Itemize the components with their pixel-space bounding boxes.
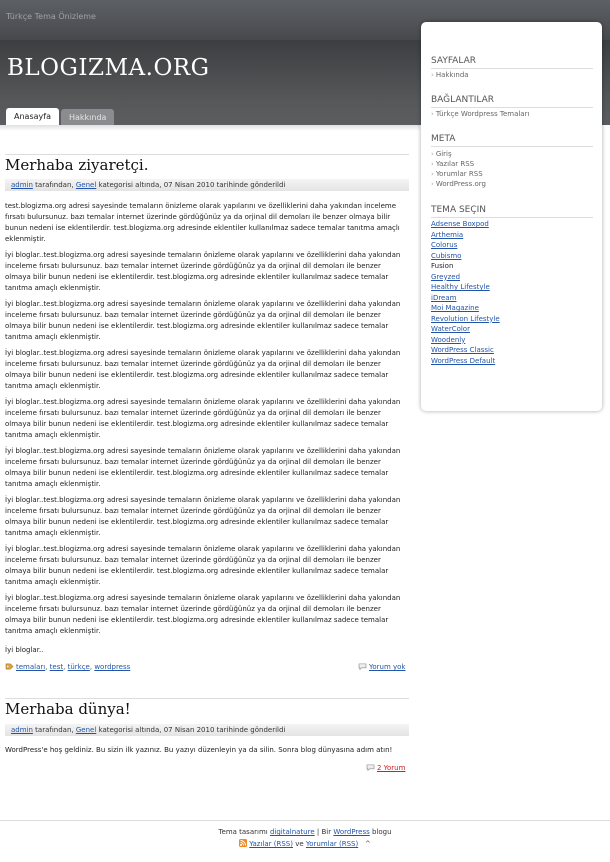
rss-posts-link[interactable]: Yazılar (RSS)	[249, 840, 293, 848]
post-paragraph: İyi bloglar..test.blogizma.org adresi sayesinde temaların önizleme olarak yapılarını ve özelliklerini daha yakından inceleme fırsatı bulursunuz. bazı temalar internet üzerinde gördüğünüz ya da orjinal dil demoları ile benzer olmaya bilir bunun nedeni ise eklentilerdir. test.blogizma.org adresinde eklentiler kullanılmaz sadece temalar tanıtma amaçlı eklenmiştir.	[5, 594, 401, 635]
post-meta: admin tarafından, Genel kategorisi altında, 07 Nisan 2010 tarihinde gönderildi	[5, 724, 409, 736]
wordpress-link[interactable]: WordPress	[333, 828, 370, 836]
post-paragraph: İyi bloglar..test.blogizma.org adresi sayesinde temaların önizleme olarak yapılarını ve özelliklerini daha yakından inceleme fırsatı bulursunuz. bazı temalar internet üzerinde gördüğünüz ya da orjinal dil demoları ile benzer olmaya bilir bunun nedeni ise eklentilerdir. test.blogizma.org adresinde eklentiler kullanılmaz sadece temalar tanıtma amaçlı eklenmiştir.	[5, 545, 401, 586]
arrow-icon: ›	[431, 71, 434, 79]
category-link[interactable]: Genel	[75, 726, 97, 734]
arrow-icon: ›	[431, 170, 434, 178]
rss-icon	[239, 839, 247, 847]
footer-credits: Tema tasarımı digitalnature | Bir WordPress blogu	[218, 828, 392, 836]
theme-link[interactable]: Greyzed	[431, 272, 461, 281]
tag-link[interactable]: wordpress	[94, 663, 131, 671]
post-title[interactable]: Merhaba dünya!	[5, 700, 131, 718]
author-link[interactable]: admin	[11, 181, 33, 189]
arrow-icon: ›	[431, 160, 434, 168]
header-strip	[0, 125, 420, 131]
post-paragraph: test.blogizma.org adresi sayesinde temaların önizleme olarak yapılarını ve özelliklerini daha yakından inceleme fırsatı bulursunuz. bazı temalar internet üzerinde gördüğünüz ya da orjinal dil demoları ile benzer olmaya bilir bunun nedeni ise eklentilerdir. test.blogizma.org adresinde eklentiler kullanılmaz sadece temalar tanıtma amaçlı eklenmiştir.	[5, 202, 400, 243]
post-paragraph: İyi bloglar..test.blogizma.org adresi sayesinde temaların önizleme olarak yapılarını ve özelliklerini daha yakından inceleme fırsatı bulursunuz. bazı temalar internet üzerinde gördüğünüz ya da orjinal dil demoları ile benzer olmaya bilir bunun nedeni ise eklentilerdir. test.blogizma.org adresinde eklentiler kullanılmaz sadece temalar tanıtma amaçlı eklenmiştir.	[5, 398, 401, 439]
theme-link[interactable]: Adsense Boxpod	[431, 220, 489, 228]
theme-link[interactable]: iDream	[431, 293, 457, 302]
comments-link[interactable]: 2 Yorum	[377, 764, 406, 772]
comments-link[interactable]: Yorum yok	[369, 663, 406, 671]
theme-link[interactable]: WordPress Classic	[431, 346, 494, 354]
divider	[5, 154, 409, 155]
post-comments	[358, 663, 405, 671]
post-paragraph: İyi bloglar..test.blogizma.org adresi sayesinde temaların önizleme olarak yapılarını ve özelliklerini daha yakından inceleme fırsatı bulursunuz. bazı temalar internet üzerinde gördüğünüz ya da orjinal dil demoları ile benzer olmaya bilir bunun nedeni ise eklentilerdir. test.blogizma.org adresinde eklentiler kullanılmaz sadece temalar tanıtma amaçlı eklenmiştir.	[5, 251, 401, 292]
post-paragraph: WordPress'e hoş geldiniz. Bu sizin ilk yazınız. Bu yazıyı düzenleyin ya da silin. Sonra blog dünyasına adım atın!	[5, 746, 393, 754]
meta-link-comments-rss[interactable]: › Yorumlar RSS	[431, 170, 483, 178]
tab-home[interactable]: Anasayfa	[6, 108, 59, 126]
post-paragraph: İyi bloglar..test.blogizma.org adresi sayesinde temaların önizleme olarak yapılarını ve özelliklerini daha yakından inceleme fırsatı bulursunuz. bazı temalar internet üzerinde gördüğünüz ya da orjinal dil demoları ile benzer olmaya bilir bunun nedeni ise eklentilerdir. test.blogizma.org adresinde eklentiler kullanılmaz sadece temalar tanıtma amaçlı eklenmiştir.	[5, 447, 401, 488]
post-paragraph: İyi bloglar..	[5, 646, 44, 654]
sidebar-page-link[interactable]: › Hakkında	[431, 71, 469, 79]
post-paragraph: İyi bloglar..test.blogizma.org adresi sayesinde temaların önizleme olarak yapılarını ve özelliklerini daha yakından inceleme fırsatı bulursunuz. bazı temalar internet üzerinde gördüğünüz ya da orjinal dil demoları ile benzer olmaya bilir bunun nedeni ise eklentilerdir. test.blogizma.org adresinde eklentiler kullanılmaz sadece temalar tanıtma amaçlı eklenmiştir.	[5, 349, 401, 390]
meta-link-login[interactable]: › Giriş	[431, 150, 452, 158]
designer-link[interactable]: digitalnature	[269, 828, 315, 836]
post-paragraph: İyi bloglar..test.blogizma.org adresi sayesinde temaların önizleme olarak yapılarını ve özelliklerini daha yakından inceleme fırsatı bulursunuz. bazı temalar internet üzerinde gördüğünüz ya da orjinal dil demoları ile benzer olmaya bilir bunun nedeni ise eklentilerdir. test.blogizma.org adresinde eklentiler kullanılmaz sadece temalar tanıtma amaçlı eklenmiştir.	[5, 300, 401, 341]
site-logo[interactable]: BLOGIZMA.ORG	[7, 55, 210, 81]
theme-current: Fusion	[431, 262, 454, 270]
site-tagline: Türkçe Tema Önizleme	[6, 12, 96, 21]
sidebar-themes-title: TEMA SEÇIN	[431, 205, 593, 218]
tag-link[interactable]: temaları	[16, 663, 46, 671]
theme-link[interactable]: Healthy Lifestyle	[431, 283, 490, 291]
post-comments	[366, 764, 405, 772]
theme-link[interactable]: Cubismo	[431, 251, 462, 260]
sidebar-link[interactable]: › Türkçe Wordpress Temaları	[431, 110, 530, 118]
tag-link[interactable]: türkçe	[67, 663, 90, 671]
rss-comments-link[interactable]: Yorumlar (RSS)	[305, 840, 359, 848]
comment-icon	[358, 663, 367, 670]
nav-tabs	[6, 107, 116, 125]
tag-icon	[5, 663, 14, 670]
theme-link[interactable]: WaterColor	[431, 325, 470, 333]
theme-link[interactable]: Revolution Lifestyle	[431, 314, 500, 323]
arrow-icon: ›	[431, 180, 434, 188]
theme-link[interactable]: Arthemia	[431, 230, 464, 239]
meta-link-wordpress[interactable]: › WordPress.org	[431, 180, 486, 188]
post-tags: temaları, test, türkçe, wordpress	[5, 663, 130, 671]
arrow-icon: ›	[431, 110, 434, 118]
tab-about[interactable]: Hakkında	[61, 109, 114, 126]
theme-link[interactable]: Colorus	[431, 241, 458, 249]
sidebar	[421, 22, 602, 411]
sidebar-meta-title: META	[431, 134, 593, 147]
divider	[5, 698, 409, 699]
sidebar-links-title: BAĞLANTILAR	[431, 95, 593, 108]
theme-link[interactable]: WordPress Default	[431, 356, 496, 365]
meta-link-posts-rss[interactable]: › Yazılar RSS	[431, 160, 475, 168]
post-paragraph: İyi bloglar..test.blogizma.org adresi sayesinde temaların önizleme olarak yapılarını ve özelliklerini daha yakından inceleme fırsatı bulursunuz. bazı temalar internet üzerinde gördüğünüz ya da orjinal dil demoları ile benzer olmaya bilir bunun nedeni ise eklentilerdir. test.blogizma.org adresinde eklentiler kullanılmaz sadece temalar tanıtma amaçlı eklenmiştir.	[5, 496, 401, 537]
footer	[0, 820, 610, 862]
theme-link[interactable]: Moi Magazine	[431, 304, 479, 312]
theme-link[interactable]: Woodenly	[431, 335, 466, 344]
arrow-icon: ›	[431, 150, 434, 158]
footer-rss: Yazılar (RSS) ve Yorumlar (RSS) ^	[0, 839, 610, 848]
author-link[interactable]: admin	[11, 726, 33, 734]
category-link[interactable]: Genel	[75, 181, 97, 189]
back-to-top[interactable]: ^	[364, 840, 371, 848]
sidebar-pages-title: SAYFALAR	[431, 56, 593, 69]
post-meta: admin tarafından, Genel kategorisi altında, 07 Nisan 2010 tarihinde gönderildi	[5, 179, 409, 191]
tag-link[interactable]: test	[49, 663, 64, 671]
comment-icon	[366, 764, 375, 771]
post-title[interactable]: Merhaba ziyaretçi.	[5, 156, 149, 174]
